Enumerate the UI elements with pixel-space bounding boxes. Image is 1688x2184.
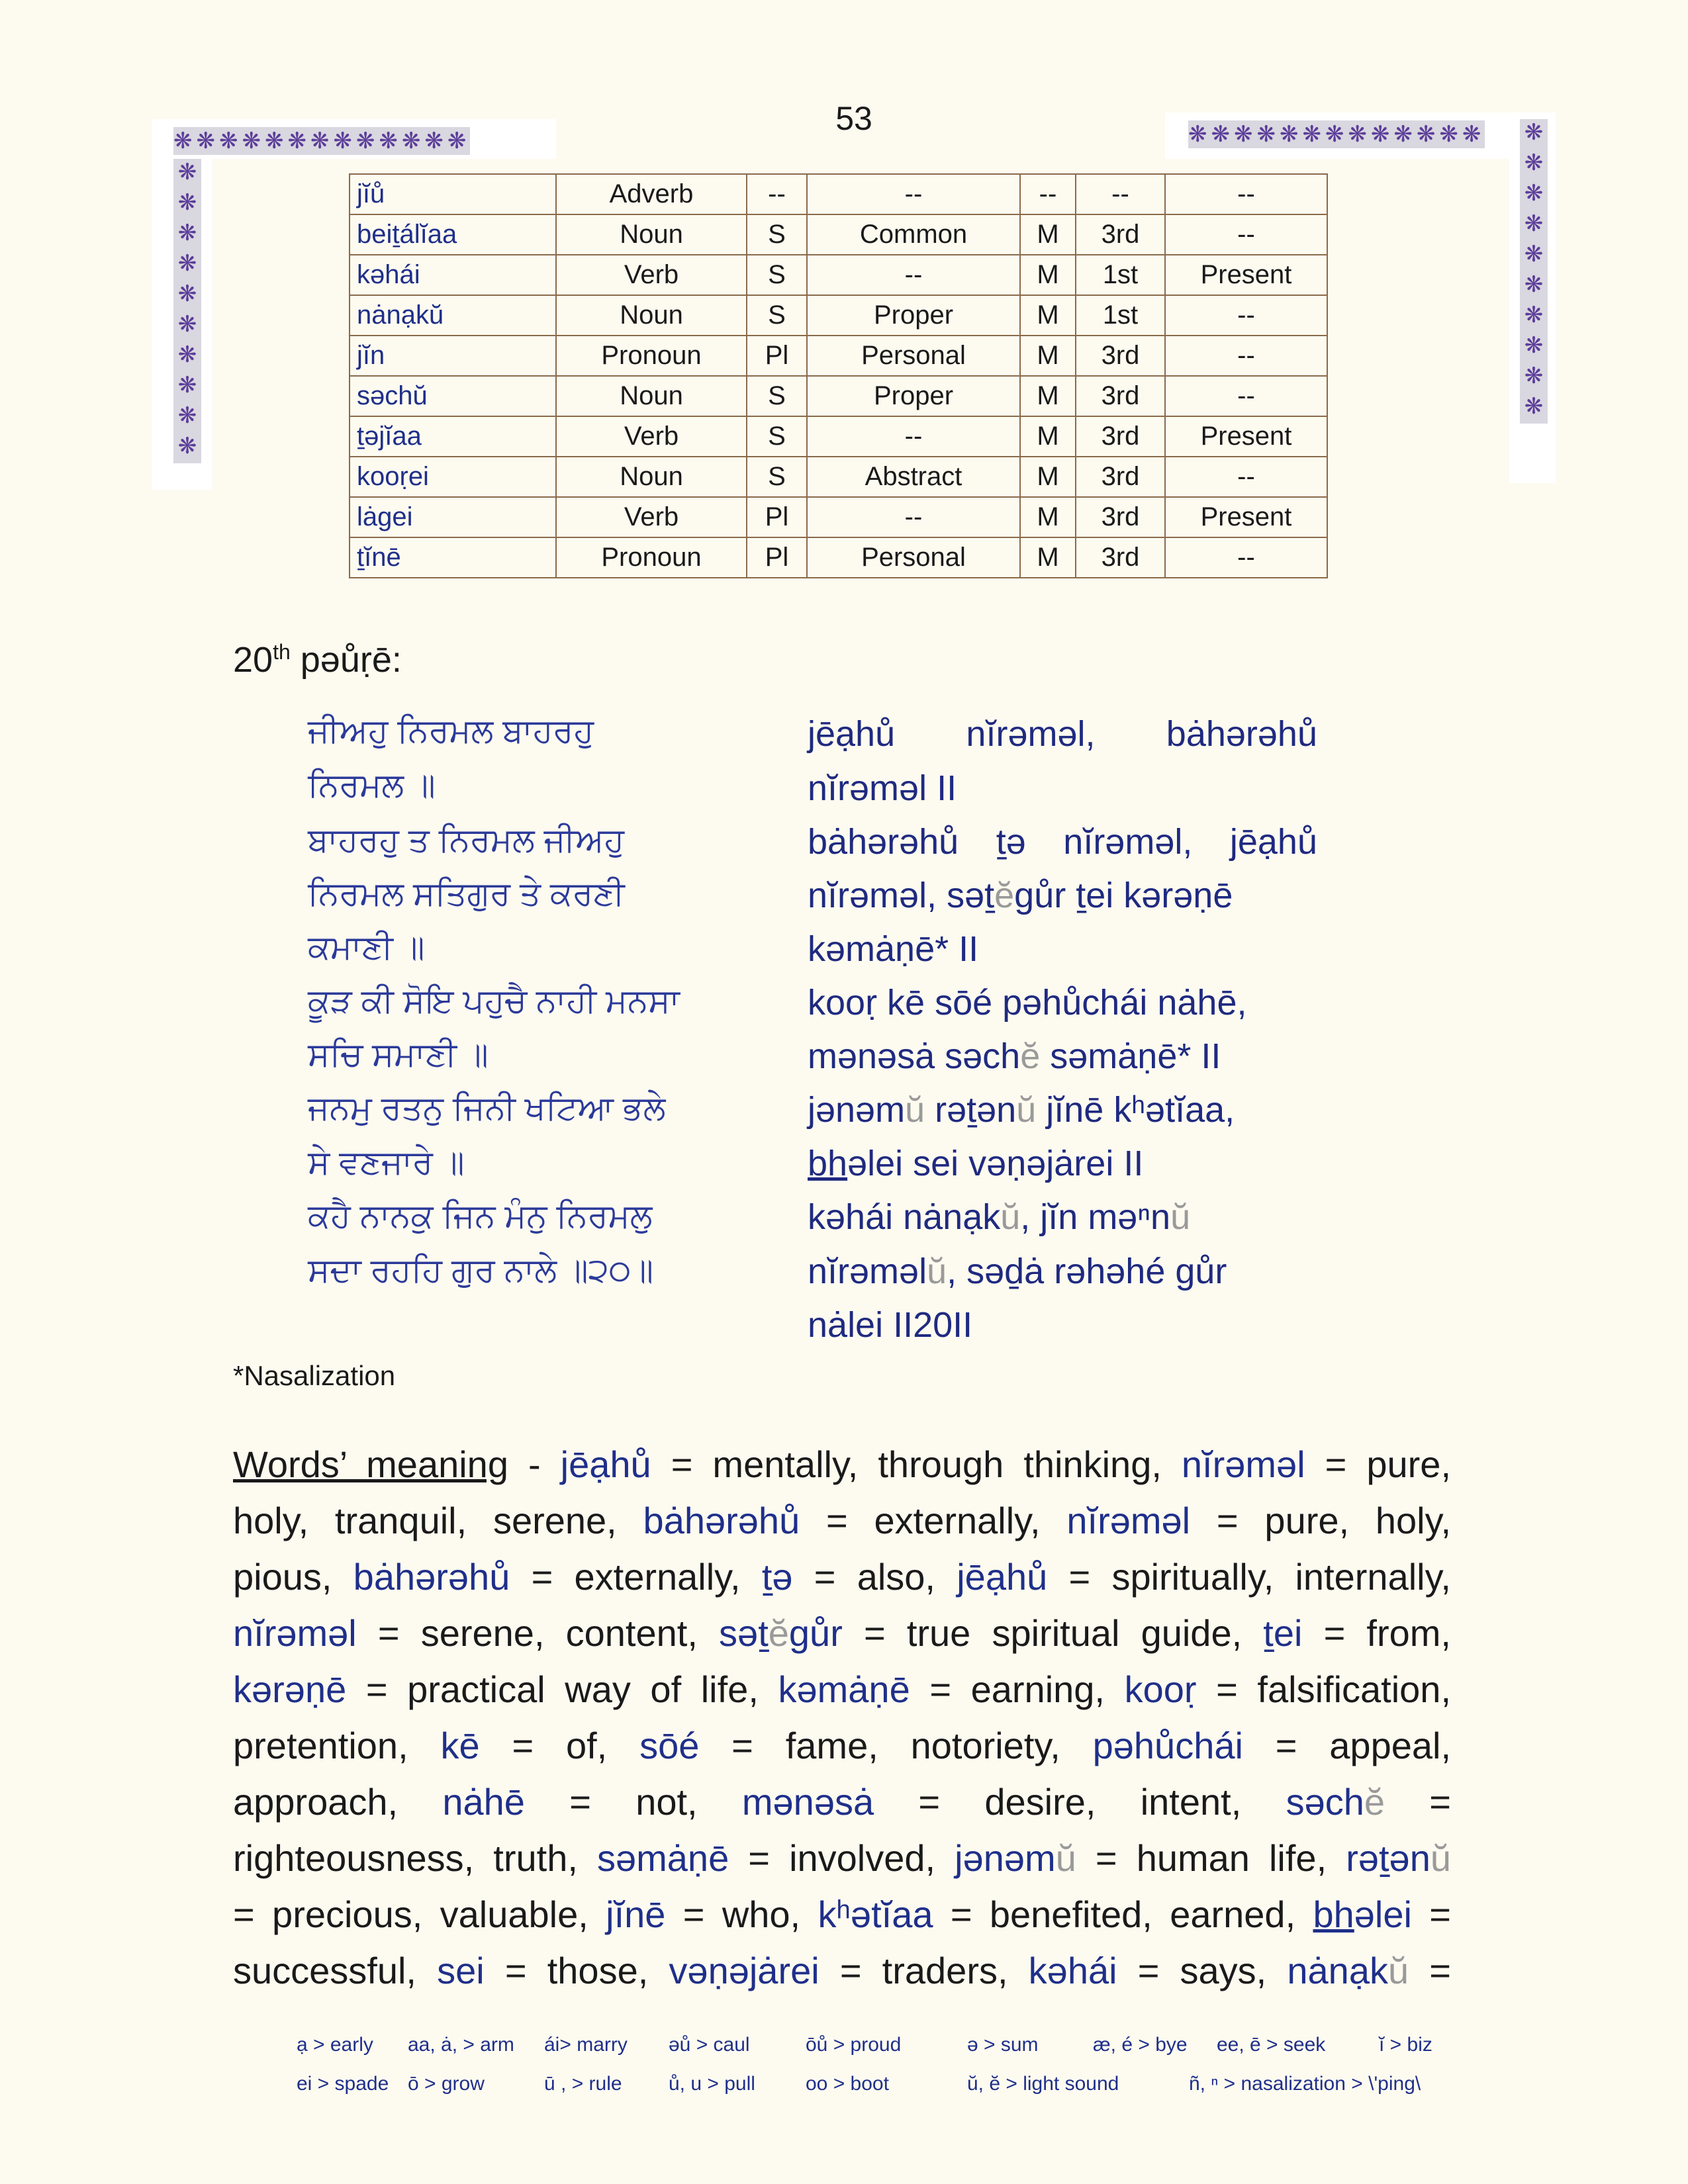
translit-line <box>808 1197 1317 1238</box>
translit-part: rəṯən <box>925 1090 1017 1130</box>
translit-part: səmȧṇē* II <box>1040 1036 1221 1076</box>
gender-cell: M <box>1020 214 1076 255</box>
translit-line: nĭrəməl II <box>808 768 957 808</box>
translit-part: ŭ <box>1000 1197 1021 1237</box>
tense-cell: -- <box>1165 537 1327 578</box>
translit-part: əlei sei vəṇəjȧrei II <box>847 1144 1144 1183</box>
ornament-top-left: ❋❋❋❋❋❋❋❋❋❋❋❋❋ <box>173 128 471 154</box>
key-item: ei > spade <box>297 2073 389 2095</box>
type-cell: Personal <box>807 537 1020 578</box>
word-cell: ṯĭnē <box>350 537 556 578</box>
meaning-line <box>233 1830 1451 1886</box>
table-row <box>350 537 1327 578</box>
type-cell: -- <box>807 497 1020 537</box>
gender-cell: M <box>1020 416 1076 457</box>
meaning-word: əlei <box>1354 1893 1412 1935</box>
key-item: ái> marry <box>544 2034 628 2056</box>
key-item: ñ, ⁿ > nasalization > \'ping\ <box>1189 2073 1421 2095</box>
translit-part: ĕ <box>1020 1036 1041 1076</box>
type-cell: Proper <box>807 295 1020 336</box>
meaning-word: jĭnē <box>606 1893 666 1935</box>
meaning-line <box>233 1942 1451 1999</box>
gurmukhi-line: ਜਨਮੁ ਰਤਨੁ ਜਿਨੀ ਖਟਿਆ ਭਲੇ <box>308 1089 666 1126</box>
gurmukhi-line: ਸਚਿ ਸਮਾਣੀ ॥ <box>308 1036 489 1073</box>
meaning-word: nĭrəməl <box>1066 1500 1191 1541</box>
meaning-word: nĭrəməl <box>233 1612 357 1654</box>
meaning-text: approach, <box>233 1781 443 1823</box>
meaning-line <box>233 1717 1451 1774</box>
gurmukhi-line: ਬਾਹਰਹੁ ਤ ਨਿਰਮਲ ਜੀਅਹੁ <box>308 821 625 858</box>
meaning-text: = spiritually, internally, <box>1047 1556 1451 1598</box>
page-number: 53 <box>835 100 872 137</box>
footnote: *Nasalization <box>233 1360 396 1391</box>
key-item: ū , > rule <box>544 2073 622 2095</box>
meaning-text: = desire, intent, <box>874 1781 1286 1823</box>
key-item: ŭ, ĕ > light sound <box>967 2073 1119 2095</box>
translit-part: nĭrəməl <box>808 1251 927 1291</box>
type-cell: Personal <box>807 336 1020 376</box>
translit-part: ŭ <box>1016 1090 1037 1130</box>
translit-part: , jĭn məⁿn <box>1020 1197 1171 1237</box>
meaning-word: bȧhərəhů <box>643 1500 800 1541</box>
type-cell: Common <box>807 214 1020 255</box>
meaning-text: = pure, <box>1305 1443 1452 1485</box>
meaning-word: ĕ <box>1364 1781 1385 1823</box>
meaning-line <box>233 1605 1451 1661</box>
heading-text: pəůṛē: <box>290 640 402 680</box>
key-item: oo > boot <box>806 2073 889 2095</box>
number-cell: S <box>747 376 807 416</box>
translit-part: ŭ <box>927 1251 947 1291</box>
meaning-text: = earning, <box>910 1668 1125 1710</box>
translit-line <box>808 1089 1317 1130</box>
gurmukhi-line: ਕਹੈ ਨਾਨਕੁ ਜਿਨ ਮੰਨੁ ਨਿਰਮਲੁ <box>308 1197 653 1234</box>
key-item: ạ > early <box>297 2034 373 2056</box>
translit-line: nȧlei II20II <box>808 1305 973 1345</box>
ornament-top-right: ❋❋❋❋❋❋❋❋❋❋❋❋❋ <box>1188 122 1485 147</box>
gurmukhi-line: ਜੀਅਹੁ ਨਿਰਮਲ ਬਾਹਰਹੁ <box>308 712 594 749</box>
meaning-text: = <box>1409 1950 1451 1991</box>
meaning-text: = <box>1411 1893 1452 1935</box>
translit-part: kəhái nȧnạk <box>808 1197 1001 1237</box>
meaning-text: pretention, <box>233 1725 441 1766</box>
gender-cell: M <box>1020 376 1076 416</box>
meaning-text: = involved, <box>729 1837 955 1879</box>
meaning-text: = falsification, <box>1196 1668 1452 1710</box>
person-cell: -- <box>1076 174 1165 214</box>
meaning-word: ŭ <box>1430 1837 1451 1879</box>
number-cell: Pl <box>747 537 807 578</box>
person-cell: 3rd <box>1076 214 1165 255</box>
grammar-table <box>349 173 1328 578</box>
type-cell: -- <box>807 416 1020 457</box>
part-of-speech-cell: Verb <box>556 497 747 537</box>
person-cell: 1st <box>1076 255 1165 295</box>
person-cell: 3rd <box>1076 457 1165 497</box>
number-cell: S <box>747 255 807 295</box>
part-of-speech-cell: Noun <box>556 214 747 255</box>
meaning-word: kooṛ <box>1124 1668 1197 1710</box>
meaning-word: kərəṇē <box>233 1668 347 1710</box>
key-item: ōů > proud <box>806 2034 902 2056</box>
meaning-text: = practical way of life, <box>346 1668 778 1710</box>
meaning-text: = not, <box>524 1781 742 1823</box>
word-cell: səchŭ <box>350 376 556 416</box>
number-cell: Pl <box>747 336 807 376</box>
meaning-word: pəhůchái <box>1092 1725 1243 1766</box>
key-item: aa, ȧ, > arm <box>408 2034 514 2056</box>
heading-number: 20 <box>233 640 273 680</box>
meaning-word: jēạhů <box>560 1443 651 1485</box>
meaning-word: jēạhů <box>957 1556 1048 1598</box>
key-item: ee, ē > seek <box>1217 2034 1326 2056</box>
translit-part: ŭ <box>905 1090 925 1130</box>
meaning-word: bh <box>1313 1893 1354 1935</box>
meaning-text: = traders, <box>819 1950 1029 1991</box>
person-cell: 3rd <box>1076 336 1165 376</box>
translit-part: jənəm <box>808 1090 906 1130</box>
word-cell: kəhái <box>350 255 556 295</box>
meaning-word: rəṯən <box>1346 1837 1430 1879</box>
meaning-text: = mentally, through thinking, <box>651 1443 1182 1485</box>
tense-cell: -- <box>1165 457 1327 497</box>
meaning-line <box>233 1774 1451 1830</box>
meaning-text: = precious, valuable, <box>233 1893 606 1935</box>
meaning-text: pious, <box>233 1556 353 1598</box>
meaning-word: kē <box>440 1725 480 1766</box>
part-of-speech-cell: Verb <box>556 255 747 295</box>
meaning-line <box>233 1436 1451 1492</box>
meaning-word: ĕ <box>768 1612 789 1654</box>
type-cell: Abstract <box>807 457 1020 497</box>
gender-cell: M <box>1020 255 1076 295</box>
word-cell: nȧnạkŭ <box>350 295 556 336</box>
section-heading <box>233 639 402 680</box>
gurmukhi-line: ਨਿਰਮਲ ਸਤਿਗੁਰ ਤੇ ਕਰਣੀ <box>308 875 625 912</box>
translit-part: bh <box>808 1144 848 1183</box>
meaning-text: = appeal, <box>1243 1725 1451 1766</box>
meaning-word: ŭ <box>1055 1837 1076 1879</box>
number-cell: -- <box>747 174 807 214</box>
word-cell: ṯəjĭaa <box>350 416 556 457</box>
meaning-word: nȧhē <box>442 1781 525 1823</box>
gurmukhi-line: ਸਦਾ ਰਹਹਿ ਗੁਰ ਨਾਲੇ ॥੨੦॥ <box>308 1251 654 1289</box>
meaning-text: = also, <box>792 1556 957 1598</box>
person-cell: 3rd <box>1076 497 1165 537</box>
meaning-text: = of, <box>479 1725 640 1766</box>
table-row <box>350 255 1327 295</box>
key-item: əů > caul <box>669 2034 750 2056</box>
gender-cell: M <box>1020 336 1076 376</box>
heading-suffix: th <box>273 640 291 664</box>
translit-part: jĭnē kʰətĭaa, <box>1036 1090 1235 1130</box>
key-item: ō > grow <box>408 2073 485 2095</box>
translit-line: kəmȧṇē* II <box>808 929 979 969</box>
meaning-text: = externally, <box>800 1500 1067 1541</box>
tense-cell: -- <box>1165 214 1327 255</box>
part-of-speech-cell: Noun <box>556 376 747 416</box>
person-cell: 3rd <box>1076 416 1165 457</box>
key-item: ů, u > pull <box>669 2073 755 2095</box>
ornament-right: ❋❋❋❋❋❋❋❋❋❋ <box>1521 119 1546 424</box>
meaning-text: successful, <box>233 1950 438 1991</box>
meaning-text: = externally, <box>510 1556 762 1598</box>
word-cell: lȧgei <box>350 497 556 537</box>
meaning-word: nĭrəməl <box>1181 1443 1305 1485</box>
table-row <box>350 295 1327 336</box>
table-row <box>350 457 1327 497</box>
translit-part: gůr ṯei kərəṇē <box>1014 876 1233 915</box>
part-of-speech-cell: Noun <box>556 295 747 336</box>
meaning-word: ṯei <box>1263 1612 1303 1654</box>
word-cell: beiṯálĭaa <box>350 214 556 255</box>
table-row <box>350 174 1327 214</box>
translit-part: , səḏȧ rəhəhé gůr <box>947 1251 1227 1291</box>
translit-line: kooṛ kē sōé pəhůchái nȧhē, <box>808 983 1247 1023</box>
gender-cell: -- <box>1020 174 1076 214</box>
meaning-word: səmȧṇē <box>596 1837 729 1879</box>
table-row <box>350 497 1327 537</box>
gurmukhi-line: ਕਮਾਣੀ ॥ <box>308 929 425 966</box>
key-item: æ, é > bye <box>1093 2034 1188 2056</box>
meaning-word: mənəsȧ <box>741 1781 874 1823</box>
meaning-text: holy, tranquil, serene, <box>233 1500 643 1541</box>
type-cell: -- <box>807 174 1020 214</box>
number-cell: S <box>747 416 807 457</box>
tense-cell: -- <box>1165 336 1327 376</box>
table-row <box>350 416 1327 457</box>
key-item: ə > sum <box>967 2034 1039 2056</box>
part-of-speech-cell: Pronoun <box>556 537 747 578</box>
meaning-word: ṯə <box>761 1556 793 1598</box>
person-cell: 3rd <box>1076 376 1165 416</box>
gurmukhi-line: ਨਿਰਮਲ ॥ <box>308 766 436 803</box>
meaning-text: = serene, content, <box>356 1612 720 1654</box>
meaning-text: = fame, notoriety, <box>699 1725 1093 1766</box>
meaning-word: jənəm <box>955 1837 1056 1879</box>
meaning-text: = says, <box>1117 1950 1288 1991</box>
gurmukhi-line: ਕੂੜ ਕੀ ਸੋਇ ਪਹੁਚੈ ਨਾਹੀ ਮਨਸਾ <box>308 982 680 1019</box>
translit-part: nĭrəməl, səṯ <box>808 876 995 915</box>
part-of-speech-cell: Verb <box>556 416 747 457</box>
gender-cell: M <box>1020 497 1076 537</box>
meaning-word: vəṇəjȧrei <box>669 1950 820 1991</box>
table-row <box>350 376 1327 416</box>
meaning-text: righteousness, truth, <box>233 1837 597 1879</box>
ornament-left: ❋❋❋❋❋❋❋❋❋❋ <box>175 159 200 463</box>
part-of-speech-cell: Pronoun <box>556 336 747 376</box>
meaning-word: kʰətĭaa <box>818 1893 933 1935</box>
meaning-title: Words’ meaning <box>233 1443 508 1485</box>
key-item: ĭ > biz <box>1379 2034 1432 2056</box>
word-cell: kooṛei <box>350 457 556 497</box>
number-cell: S <box>747 457 807 497</box>
meaning-text: = benefited, earned, <box>933 1893 1313 1935</box>
meaning-line <box>233 1492 1451 1549</box>
meaning-word: ŭ <box>1387 1950 1409 1991</box>
number-cell: S <box>747 295 807 336</box>
tense-cell: Present <box>1165 255 1327 295</box>
table-row <box>350 214 1327 255</box>
person-cell: 1st <box>1076 295 1165 336</box>
meaning-text: = <box>1385 1781 1451 1823</box>
translit-part: ŭ <box>1170 1197 1191 1237</box>
meaning-text: = true spiritual guide, <box>842 1612 1264 1654</box>
meaning-line <box>233 1661 1451 1717</box>
gurmukhi-line: ਸੇ ਵਣਜਾਰੇ ॥ <box>308 1144 465 1181</box>
translit-line <box>808 875 1317 916</box>
meaning-word: nȧnạk <box>1287 1950 1388 1991</box>
tense-cell: -- <box>1165 174 1327 214</box>
translit-line <box>808 1251 1317 1292</box>
meaning-word: sōé <box>639 1725 700 1766</box>
meaning-text: = from, <box>1302 1612 1451 1654</box>
translit-line <box>808 1036 1317 1077</box>
type-cell: Proper <box>807 376 1020 416</box>
translit-part: mənəsȧ səch <box>808 1036 1021 1076</box>
tense-cell: -- <box>1165 376 1327 416</box>
meaning-word: kəhái <box>1028 1950 1117 1991</box>
gender-cell: M <box>1020 537 1076 578</box>
tense-cell: -- <box>1165 295 1327 336</box>
translit-line: jēạhů nĭrəməl, bȧhərəhů <box>808 714 1317 754</box>
meaning-line <box>233 1549 1451 1605</box>
meaning-text: = who, <box>665 1893 818 1935</box>
meaning-text: = those, <box>484 1950 669 1991</box>
meaning-word: sei <box>437 1950 485 1991</box>
gender-cell: M <box>1020 295 1076 336</box>
meaning-line <box>233 1886 1451 1942</box>
meaning-word: səch <box>1286 1781 1364 1823</box>
person-cell: 3rd <box>1076 537 1165 578</box>
part-of-speech-cell: Noun <box>556 457 747 497</box>
number-cell: S <box>747 214 807 255</box>
meaning-text: = human life, <box>1076 1837 1346 1879</box>
translit-part: ĕ <box>994 876 1015 915</box>
meaning-word: gůr <box>788 1612 843 1654</box>
type-cell: -- <box>807 255 1020 295</box>
meaning-text: = pure, holy, <box>1190 1500 1451 1541</box>
part-of-speech-cell: Adverb <box>556 174 747 214</box>
table-row <box>350 336 1327 376</box>
words-meaning <box>233 1436 1451 1999</box>
meaning-word: kəmȧṇē <box>778 1668 910 1710</box>
meaning-word: səṯ <box>719 1612 769 1654</box>
number-cell: Pl <box>747 497 807 537</box>
tense-cell: Present <box>1165 416 1327 457</box>
translit-line <box>808 1143 1317 1184</box>
gender-cell: M <box>1020 457 1076 497</box>
word-cell: jĭů <box>350 174 556 214</box>
meaning-text: - <box>508 1443 561 1485</box>
tense-cell: Present <box>1165 497 1327 537</box>
meaning-word: bȧhərəhů <box>353 1556 510 1598</box>
translit-line: bȧhərəhů ṯə nĭrəməl, jēạhů <box>808 822 1317 862</box>
word-cell: jĭn <box>350 336 556 376</box>
